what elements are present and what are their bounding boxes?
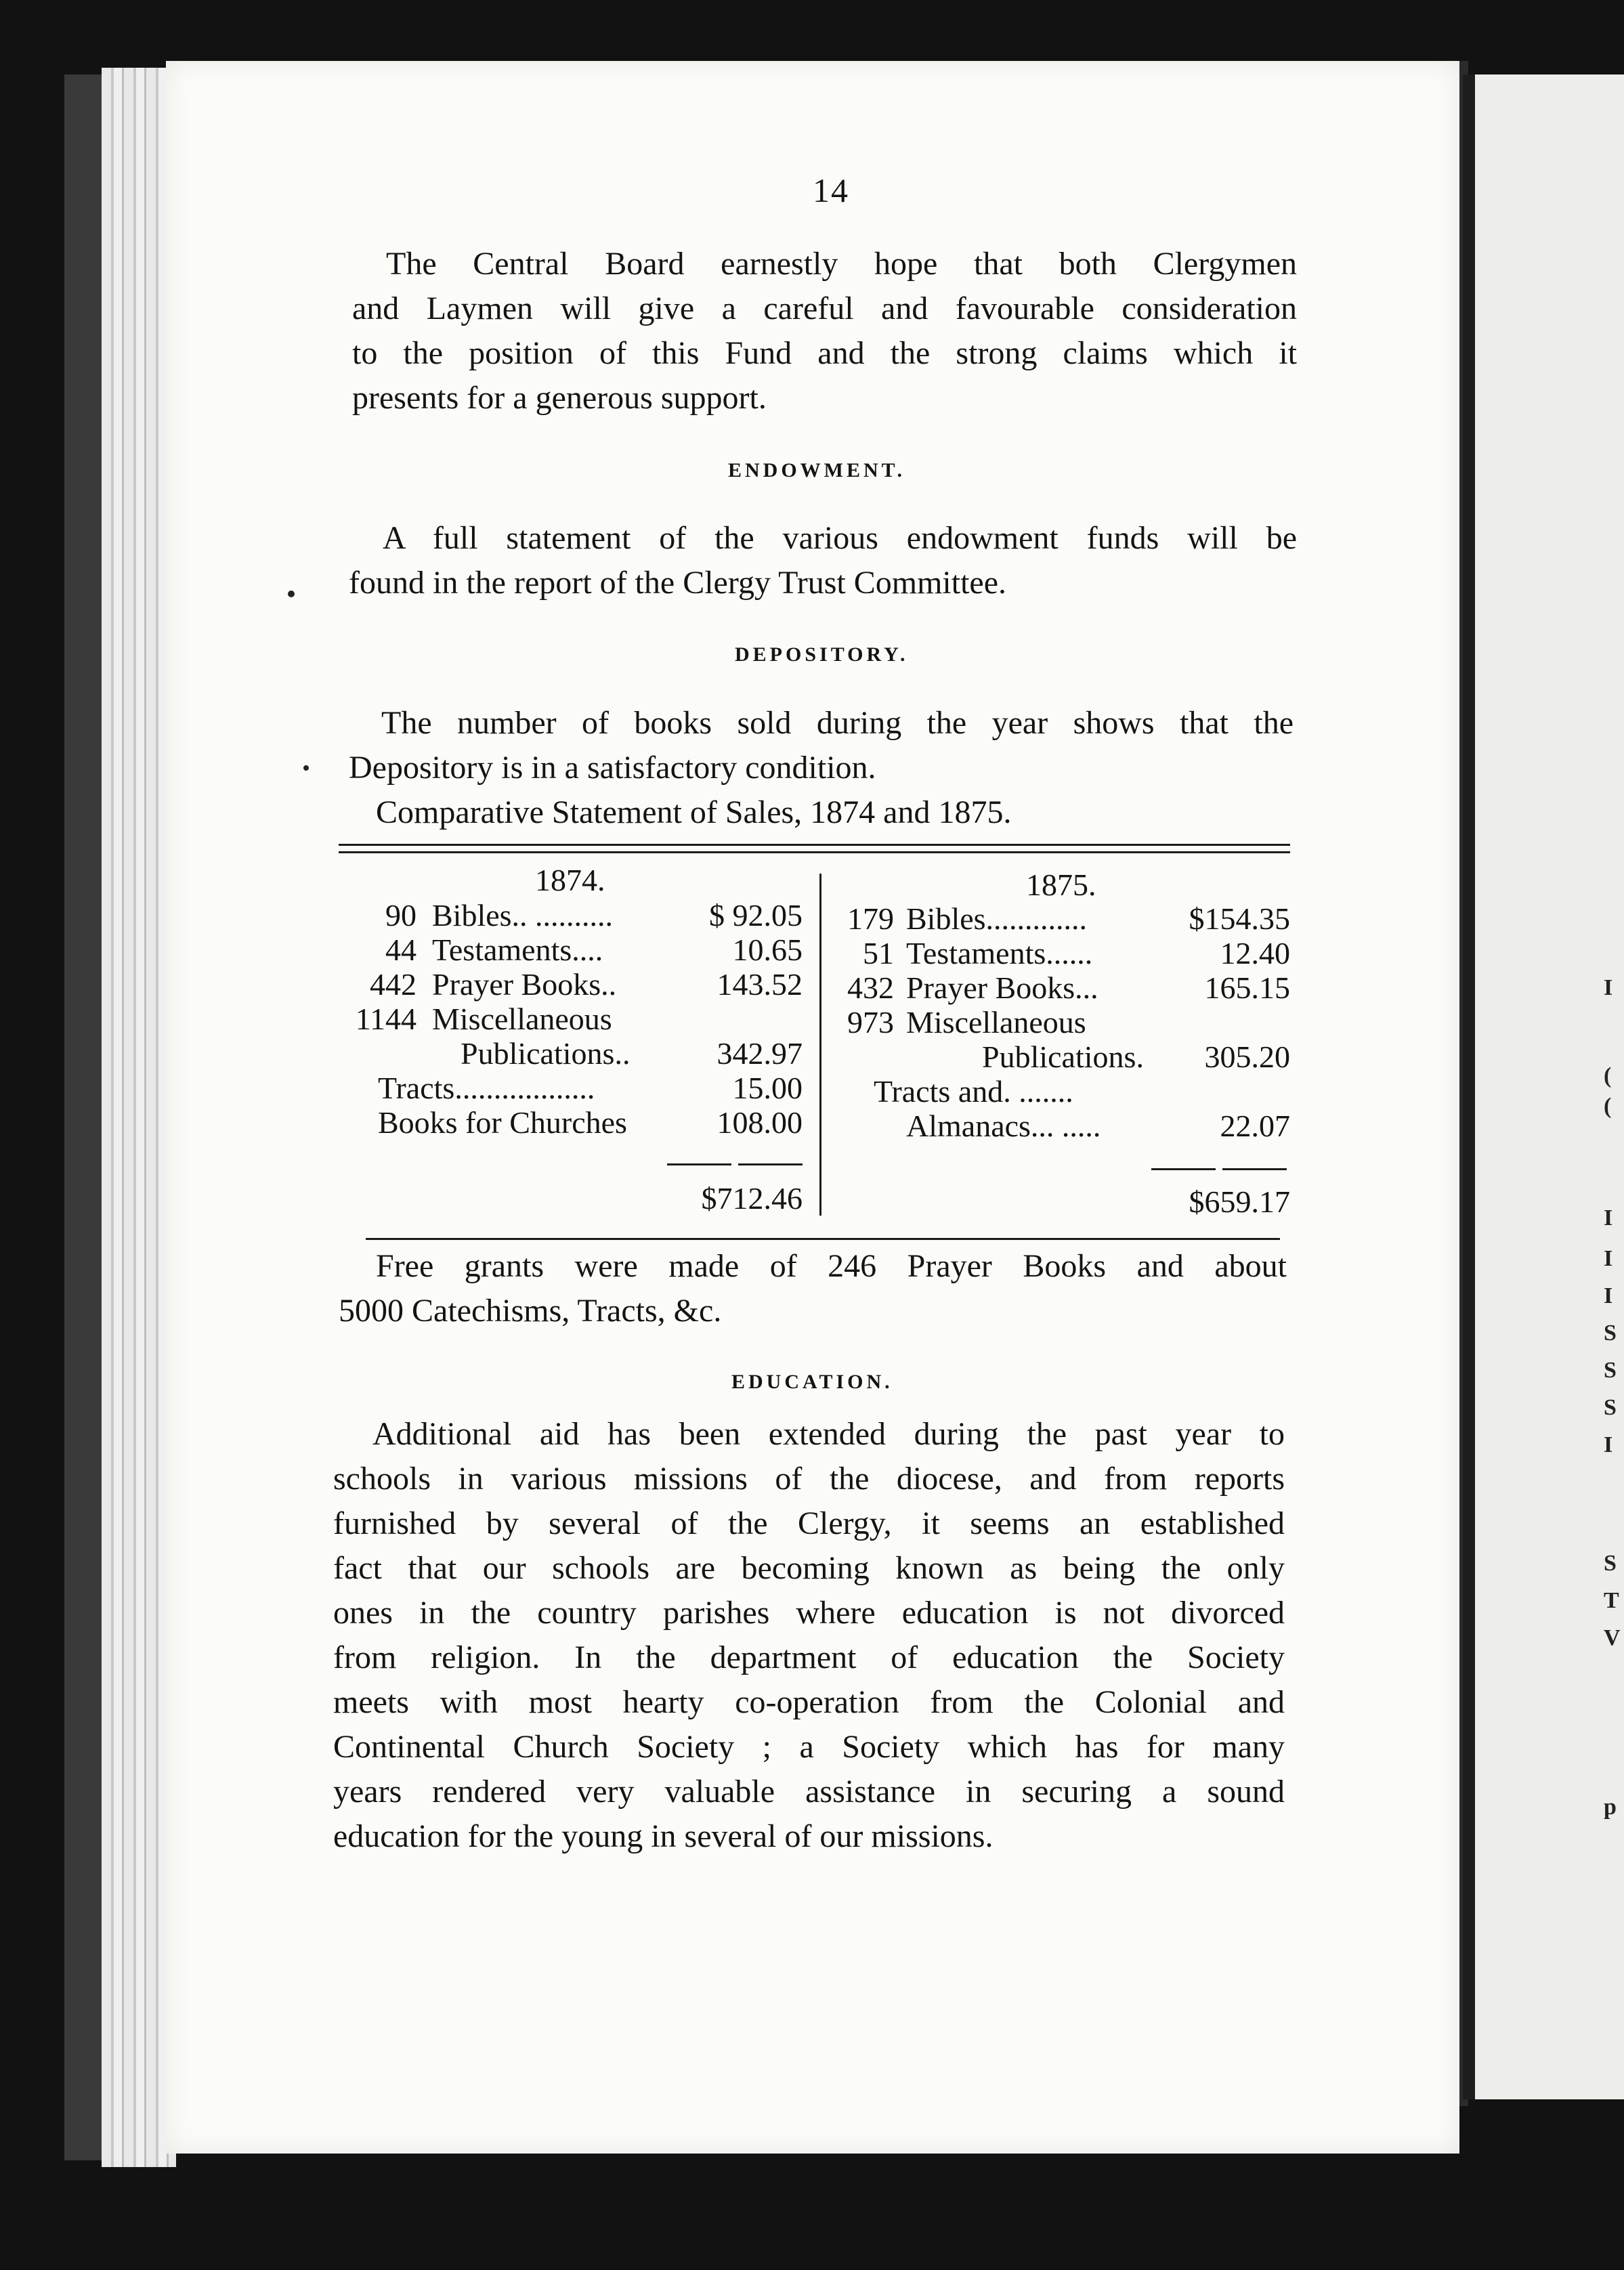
text-line: A full statement of the various endowment funds will be — [383, 520, 1297, 556]
text-line: found in the report of the Clergy Trust Committee. — [349, 565, 1007, 601]
amount: $154.35 — [1189, 901, 1290, 936]
stray-mark — [288, 591, 295, 597]
sum-rule — [1151, 1168, 1216, 1170]
qty: 51 — [863, 936, 894, 970]
amount: 342.97 — [717, 1036, 803, 1071]
text-line: meets with most hearty co-operation from the Colonial and — [333, 1684, 1285, 1720]
amount: 143.52 — [717, 967, 803, 1002]
text-line: The Central Board earnestly hope that both Clergymen — [386, 246, 1297, 282]
item: Bibles.. .......... — [432, 898, 614, 933]
qty: 973 — [847, 1005, 894, 1040]
item: Almanacs... ..... — [906, 1109, 1101, 1143]
item: Books for Churches — [378, 1105, 627, 1140]
amount: $ 92.05 — [709, 898, 803, 933]
qty: 90 — [385, 898, 416, 933]
amount: 15.00 — [732, 1071, 803, 1105]
item: Tracts and. ....... — [874, 1074, 1073, 1109]
qty: 432 — [847, 970, 894, 1005]
item: Prayer Books... — [906, 970, 1098, 1005]
text-line: The number of books sold during the year shows that the — [381, 705, 1294, 741]
text-line: years rendered very valuable assistance in securing a sound — [333, 1774, 1285, 1809]
text-line: schools in various missions of the diocese, and from reports — [333, 1461, 1285, 1497]
page-number: 14 — [813, 171, 849, 209]
total-1875: $659.17 — [1189, 1184, 1290, 1219]
item: Publications.. — [461, 1036, 631, 1071]
fragment: S — [1604, 1358, 1617, 1383]
text-line: Continental Church Society ; a Society which has for many — [333, 1729, 1285, 1765]
fragment: ( — [1604, 1094, 1612, 1119]
qty: 442 — [370, 967, 416, 1002]
item: Miscellaneous — [906, 1005, 1086, 1040]
sum-rule — [738, 1163, 803, 1165]
item: Tracts.................. — [378, 1071, 595, 1105]
fragment: I — [1604, 1432, 1613, 1457]
text-line: presents for a generous support. — [352, 380, 767, 416]
table-bottom-rule — [366, 1238, 1280, 1240]
item: Publications. — [982, 1040, 1144, 1074]
fragment: I — [1604, 1205, 1613, 1230]
table-top-rule-2 — [339, 851, 1290, 853]
book-edge-left — [64, 74, 105, 2160]
table-column-divider — [819, 874, 821, 1216]
text-line: fact that our schools are becoming known as being the only — [333, 1550, 1285, 1586]
adjacent-page-fragments — [1598, 0, 1624, 2270]
sum-rule — [1222, 1168, 1287, 1170]
fragment: ( — [1604, 1063, 1612, 1088]
item: Testaments...... — [906, 936, 1093, 970]
central-board-paragraph — [352, 242, 1297, 421]
stray-mark — [303, 765, 309, 771]
amount: 10.65 — [732, 933, 803, 967]
depository-paragraph — [349, 701, 1294, 835]
fragment: T — [1604, 1588, 1619, 1613]
item: Bibles............. — [906, 901, 1088, 936]
amount: 12.40 — [1220, 936, 1290, 970]
text-line: Free grants were made of 246 Prayer Books and about — [376, 1248, 1287, 1284]
depository-heading: DEPOSITORY. — [735, 643, 909, 666]
text-line: from religion. In the department of education the Society — [333, 1640, 1285, 1675]
endowment-paragraph — [349, 516, 1297, 605]
fragment: S — [1604, 1551, 1617, 1576]
fragment: V — [1604, 1625, 1621, 1650]
fragment: p — [1604, 1795, 1617, 1820]
item: Prayer Books.. — [432, 967, 617, 1002]
amount: 165.15 — [1204, 970, 1290, 1005]
education-paragraph — [333, 1412, 1285, 1859]
qty: 44 — [385, 933, 416, 967]
amount: 108.00 — [717, 1105, 803, 1140]
fragment: S — [1604, 1321, 1617, 1346]
year-1874: 1874. — [535, 863, 605, 897]
text-line: to the position of this Fund and the strong claims which it — [352, 335, 1297, 371]
text-line: education for the young in several of our missions. — [333, 1818, 993, 1854]
total-1874: $712.46 — [701, 1181, 803, 1216]
text-line: Additional aid has been extended during the past year to — [372, 1416, 1285, 1452]
sum-rule — [667, 1163, 731, 1165]
text-line: and Laymen will give a careful and favourable consideration — [352, 291, 1297, 326]
endowment-heading: ENDOWMENT. — [728, 459, 905, 481]
qty: 179 — [847, 901, 894, 936]
fragment: S — [1604, 1395, 1617, 1420]
table-caption: Comparative Statement of Sales, 1874 and 1875. — [376, 794, 1012, 830]
item: Miscellaneous — [432, 1002, 612, 1036]
free-grants-paragraph — [339, 1244, 1287, 1333]
table-top-rule — [339, 844, 1290, 846]
fragment: I — [1604, 975, 1613, 1000]
page-stack-left — [102, 68, 176, 2167]
year-1875: 1875. — [1026, 868, 1096, 902]
amount: 305.20 — [1204, 1040, 1290, 1074]
amount: 22.07 — [1220, 1109, 1290, 1143]
text-line: furnished by several of the Clergy, it seems an established — [333, 1505, 1285, 1541]
item: Testaments.... — [432, 933, 603, 967]
fragment: I — [1604, 1246, 1613, 1271]
text-line: ones in the country parishes where education is not divorced — [333, 1595, 1285, 1631]
text-line: 5000 Catechisms, Tracts, &c. — [339, 1293, 722, 1329]
education-heading: EDUCATION. — [731, 1371, 893, 1393]
fragment: I — [1604, 1283, 1613, 1308]
qty: 1144 — [355, 1002, 416, 1036]
text-line: Depository is in a satisfactory condition. — [349, 750, 876, 786]
